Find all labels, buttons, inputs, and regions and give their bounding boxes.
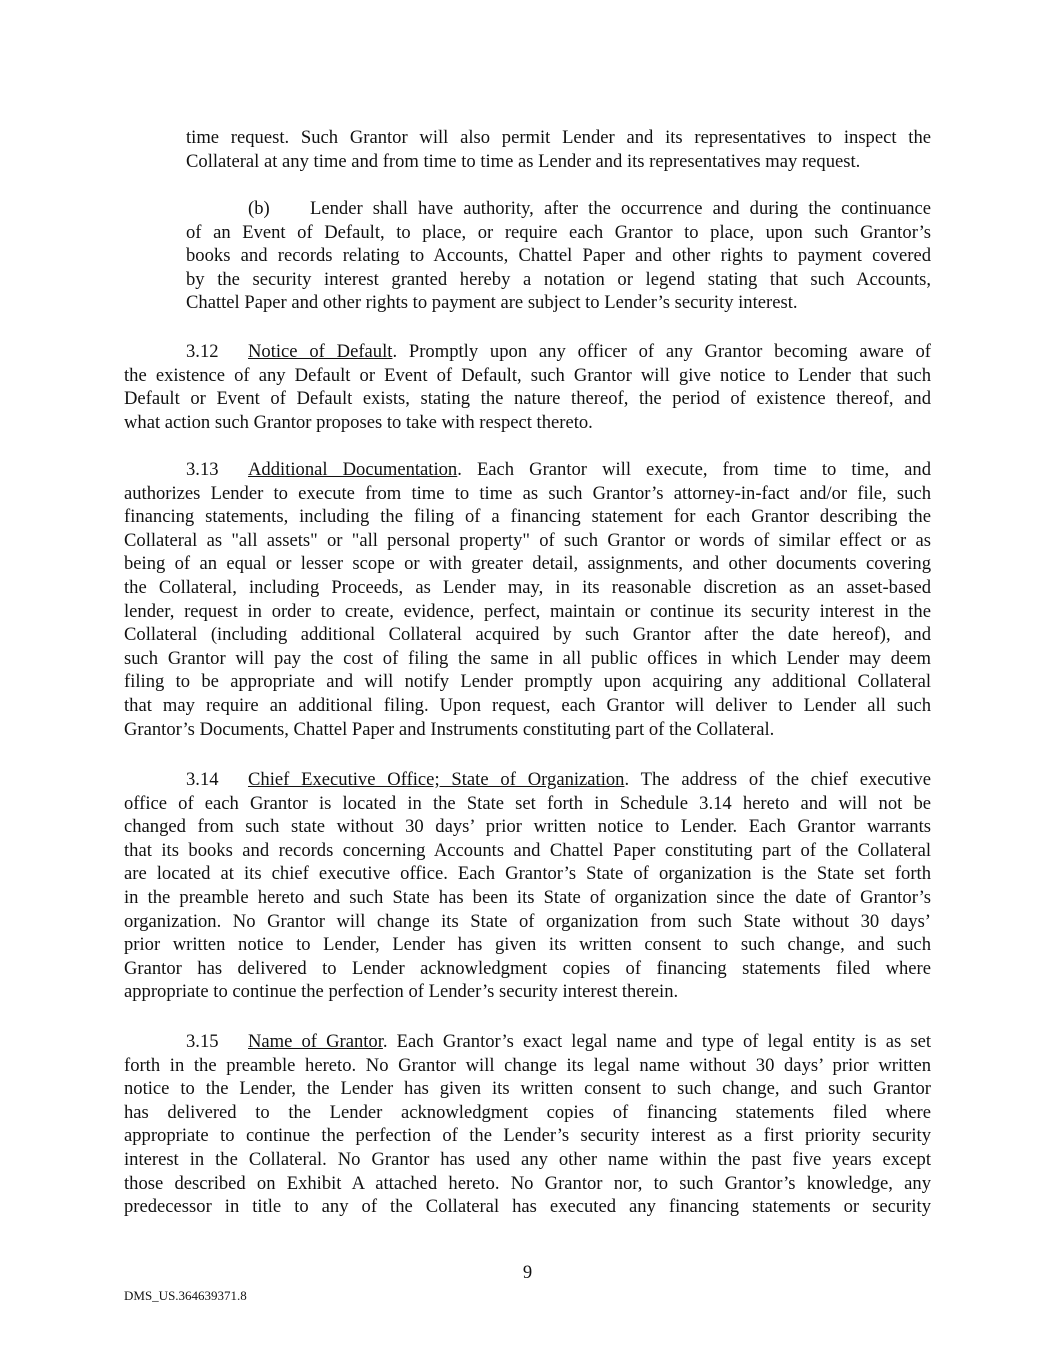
text-line: the existence of any Default or Event of Default, such Grantor will give notice to Lender that such bbox=[124, 364, 931, 386]
line-content: Name of Grantor. Each Grantor’s exact legal name and type of legal entity is as set bbox=[248, 1031, 931, 1052]
text-line: that may require an additional filing. Upon request, each Grantor will deliver to Lender all such bbox=[124, 694, 931, 716]
text-line: interest in the Collateral. No Grantor has used any other name within the past five years except bbox=[124, 1148, 931, 1170]
text-line: notice to the Lender, the Lender has given its written consent to such change, and such Grantor bbox=[124, 1078, 931, 1100]
section-number: 3.14 bbox=[186, 769, 219, 790]
text-line: the Collateral, including Proceeds, as Lender may, in its reasonable discretion as an asset-based bbox=[124, 576, 931, 598]
text-line bbox=[124, 1030, 931, 1054]
text-line: office of each Grantor is located in the State set forth in Schedule 3.14 hereto and will not be bbox=[124, 792, 931, 814]
text-line: are located at its chief executive office. Each Grantor’s State of organization is the State set forth bbox=[124, 863, 931, 885]
text-line: Chattel Paper and other rights to payment are subject to Lender’s security interest. bbox=[186, 292, 798, 314]
para-3-11-b bbox=[186, 197, 931, 315]
text-line: authorizes Lender to execute from time to time as such Grantor’s attorney-in-fact and/or file, such bbox=[124, 482, 931, 504]
line-content: Lender shall have authority, after the occurrence and during the continuance bbox=[310, 198, 931, 219]
text-line bbox=[124, 768, 931, 792]
text-line: Grantor’s Documents, Chattel Paper and Instruments constituting part of the Collateral. bbox=[124, 718, 775, 740]
text-line: such Grantor will pay the cost of filing the same in all public offices in which Lender may deem bbox=[124, 647, 931, 669]
text-line: organization. No Grantor will change its State of organization from such State without 30 days’ bbox=[124, 910, 931, 932]
text-line: appropriate to continue the perfection of the Lender’s security interest as a first priority security bbox=[124, 1125, 931, 1147]
text-line: being of an equal or lesser scope or with greater detail, assignments, and other documents covering bbox=[124, 553, 931, 575]
para-3-12 bbox=[124, 340, 931, 434]
line-content: Chief Executive Office; State of Organization. The address of the chief executive bbox=[248, 769, 931, 790]
text-line: Collateral as "all assets" or "all personal property" of such Grantor or words of similar effect or as bbox=[124, 529, 931, 551]
section-heading: Notice of Default bbox=[248, 341, 393, 362]
line-content: Additional Documentation. Each Grantor will execute, from time to time, and bbox=[248, 459, 931, 480]
section-heading: Name of Grantor bbox=[248, 1031, 383, 1052]
para-3-13 bbox=[124, 458, 931, 741]
text-line: time request. Such Grantor will also permit Lender and its representatives to inspect the bbox=[186, 127, 931, 148]
para-3-14 bbox=[124, 768, 931, 1004]
text-line: lender, request in order to create, evidence, perfect, maintain or continue its security interest in the bbox=[124, 600, 931, 622]
text-line: in the preamble hereto and such State has been its State of organization since the date of Grantor’s bbox=[124, 886, 931, 908]
text-line: financing statements, including the filing of a financing statement for each Grantor describing the bbox=[124, 506, 931, 528]
text-line bbox=[124, 458, 931, 482]
text-line: Grantor has delivered to Lender acknowledgment copies of financing statements filed where bbox=[124, 957, 931, 979]
text-line: has delivered to the Lender acknowledgment copies of financing statements filed where bbox=[124, 1101, 931, 1123]
section-number: (b) bbox=[248, 198, 270, 219]
text-line: changed from such state without 30 days’ prior written notice to Lender. Each Grantor warrants bbox=[124, 816, 931, 838]
text-line: Collateral (including additional Collateral acquired by such Grantor after the date hereof), and bbox=[124, 624, 931, 646]
line-content: Notice of Default. Promptly upon any officer of any Grantor becoming aware of bbox=[248, 341, 931, 362]
text-line: those described on Exhibit A attached hereto. No Grantor nor, to such Grantor’s knowledge, any bbox=[124, 1172, 931, 1194]
section-number: 3.13 bbox=[186, 459, 219, 480]
text-line bbox=[186, 197, 931, 221]
section-heading: Chief Executive Office; State of Organization bbox=[248, 769, 625, 790]
text-line: forth in the preamble hereto. No Grantor will change its legal name without 30 days’ prior written bbox=[124, 1054, 931, 1076]
text-line: books and records relating to Accounts, Chattel Paper and other rights to payment covered bbox=[186, 245, 931, 267]
section-number: 3.15 bbox=[186, 1031, 219, 1052]
text-line: filing to be appropriate and will notify Lender promptly upon acquiring any additional Collateral bbox=[124, 671, 931, 693]
document-id-footer: DMS_US.364639371.8 bbox=[124, 1288, 247, 1303]
text-line: of an Event of Default, to place, or require each Grantor to place, upon such Grantor’s bbox=[186, 221, 931, 243]
para-3-15 bbox=[124, 1030, 931, 1219]
text-line: by the security interest granted hereby a notation or legend stating that such Accounts, bbox=[186, 268, 931, 290]
text-line: prior written notice to Lender, Lender has given its written consent to such change, and such bbox=[124, 934, 931, 956]
section-number: 3.12 bbox=[186, 341, 219, 362]
text-line: Default or Event of Default exists, stating the nature thereof, the period of existence thereof, and bbox=[124, 388, 931, 410]
para-3-11-a-cont bbox=[186, 126, 931, 173]
text-line: what action such Grantor proposes to take with respect thereto. bbox=[124, 411, 593, 433]
text-line: appropriate to continue the perfection of Lender’s security interest therein. bbox=[124, 981, 679, 1003]
text-line: Collateral at any time and from time to time as Lender and its representatives may request. bbox=[186, 150, 861, 172]
text-line: predecessor in title to any of the Collateral has executed any financing statements or security bbox=[124, 1196, 931, 1218]
page-number: 9 bbox=[522, 1262, 533, 1283]
text-line bbox=[124, 340, 931, 364]
section-heading: Additional Documentation bbox=[248, 459, 458, 480]
text-line: that its books and records concerning Accounts and Chattel Paper constituting part of the Collateral bbox=[124, 839, 931, 861]
